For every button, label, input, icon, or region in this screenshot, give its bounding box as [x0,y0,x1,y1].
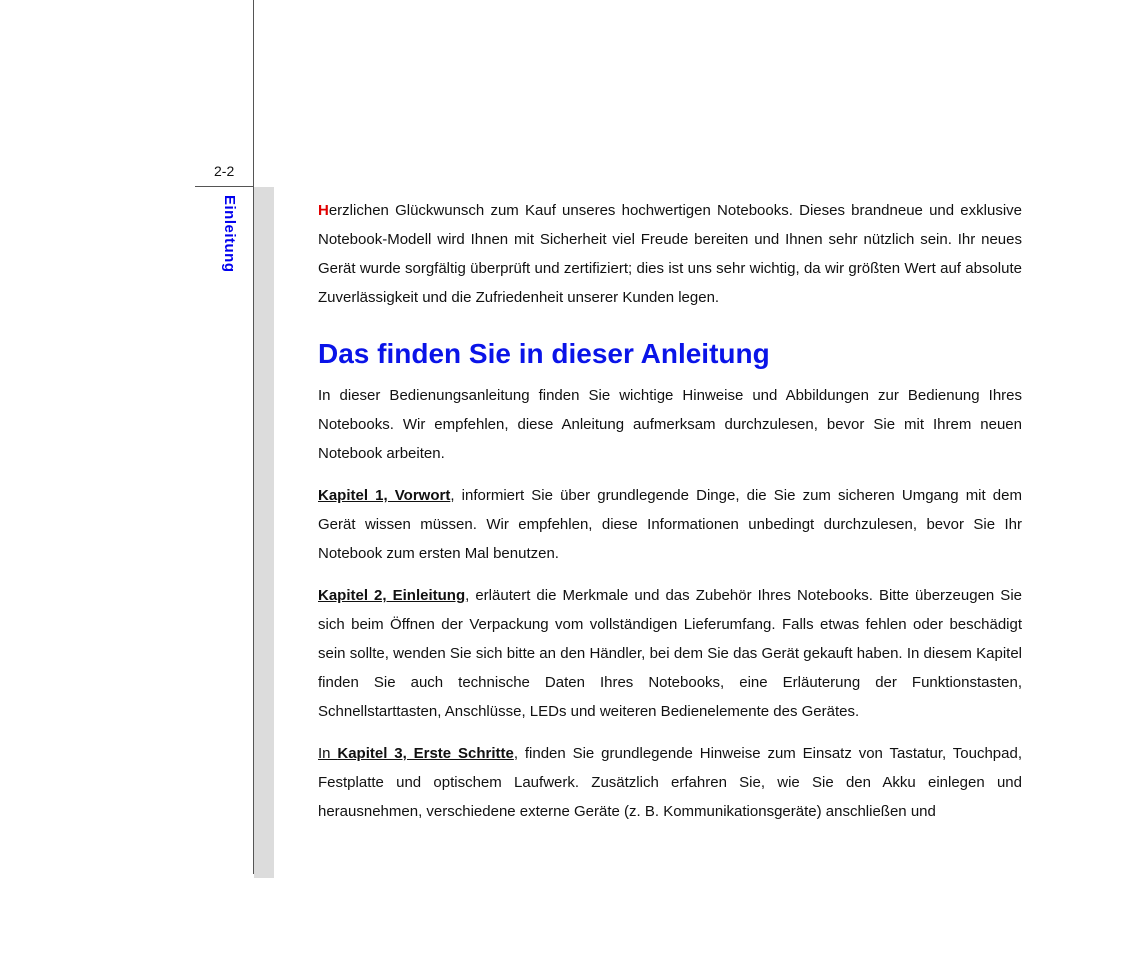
intro-paragraph [318,196,1022,312]
chapter-1-paragraph [318,481,1022,568]
page-content [318,196,1022,826]
chapter-2-text: , erläutert die Merkmale und das Zubehör Ihres Notebooks. Bitte überzeugen Sie sich beim Öffnen der Verpackung vom vollständigen Lieferumfang. Falls etwas fehlen oder beschädigt sein sollte, wenden Sie sich bitte an den Händler, bei dem Sie das Gerät gekauft haben. In diesem Kapitel finden Sie auch technische Daten Ihres Notebooks, eine Erläuterung der Funktionstasten, Schnellstarttasten, Anschlüsse, LEDs und weiteren Bedienelemente des Gerätes. [318,587,1022,720]
chapter-3-text: , finden Sie grundlegende Hinweise zum Einsatz von Tastatur, Touchpad, Festplatte und optischem Laufwerk. Zusätzlich erfahren Sie, wie Sie den Akku einlegen und herausnehmen, verschiedene externe Geräte (z. B. Kommunikationsgeräte) anschließen und [318,745,1022,820]
sidebar-bar [254,187,274,878]
chapter-1-title: Kapitel 1, Vorwort [318,487,451,504]
header-rule [195,186,253,187]
chapter-2-paragraph [318,581,1022,726]
chapter-3-prefix: In [318,745,338,762]
chapter-3-title: Kapitel 3, Erste Schritte [337,745,514,762]
section-tab: Einleitung [221,195,238,273]
chapter-2-title: Kapitel 2, Einleitung [318,587,466,604]
page-number: 2-2 [214,163,235,179]
overview-paragraph: In dieser Bedienungsanleitung finden Sie wichtige Hinweise und Abbildungen zur Bedienung Ihres Notebooks. Wir empfehlen, diese Anleitung aufmerksam durchzulesen, bevor Sie mit Ihrem neuen Notebook arbeiten. [318,387,1022,462]
section-heading: Das finden Sie in dieser Anleitung [318,338,770,369]
intro-text: erzlichen Glückwunsch zum Kauf unseres hochwertigen Notebooks. Dieses brandneue und exklusive Notebook-Modell wird Ihnen mit Sicherheit viel Freude bereiten und Ihnen sehr nützlich sein. Ihr neues Gerät wurde sorgfältig überprüft und zertifiziert; dies ist uns sehr wichtig, da wir größten Wert auf absolute Zuverlässigkeit und die Zufriedenheit unserer Kunden legen. [318,202,1022,306]
chapter-1-text: , informiert Sie über grundlegende Dinge, die Sie zum sicheren Umgang mit dem Gerät wissen müssen. Wir empfehlen, diese Informationen unbedingt durchzulesen, bevor Sie Ihr Notebook zum ersten Mal benutzen. [318,487,1022,562]
chapter-3-paragraph [318,739,1022,826]
dropcap: H [318,202,329,219]
